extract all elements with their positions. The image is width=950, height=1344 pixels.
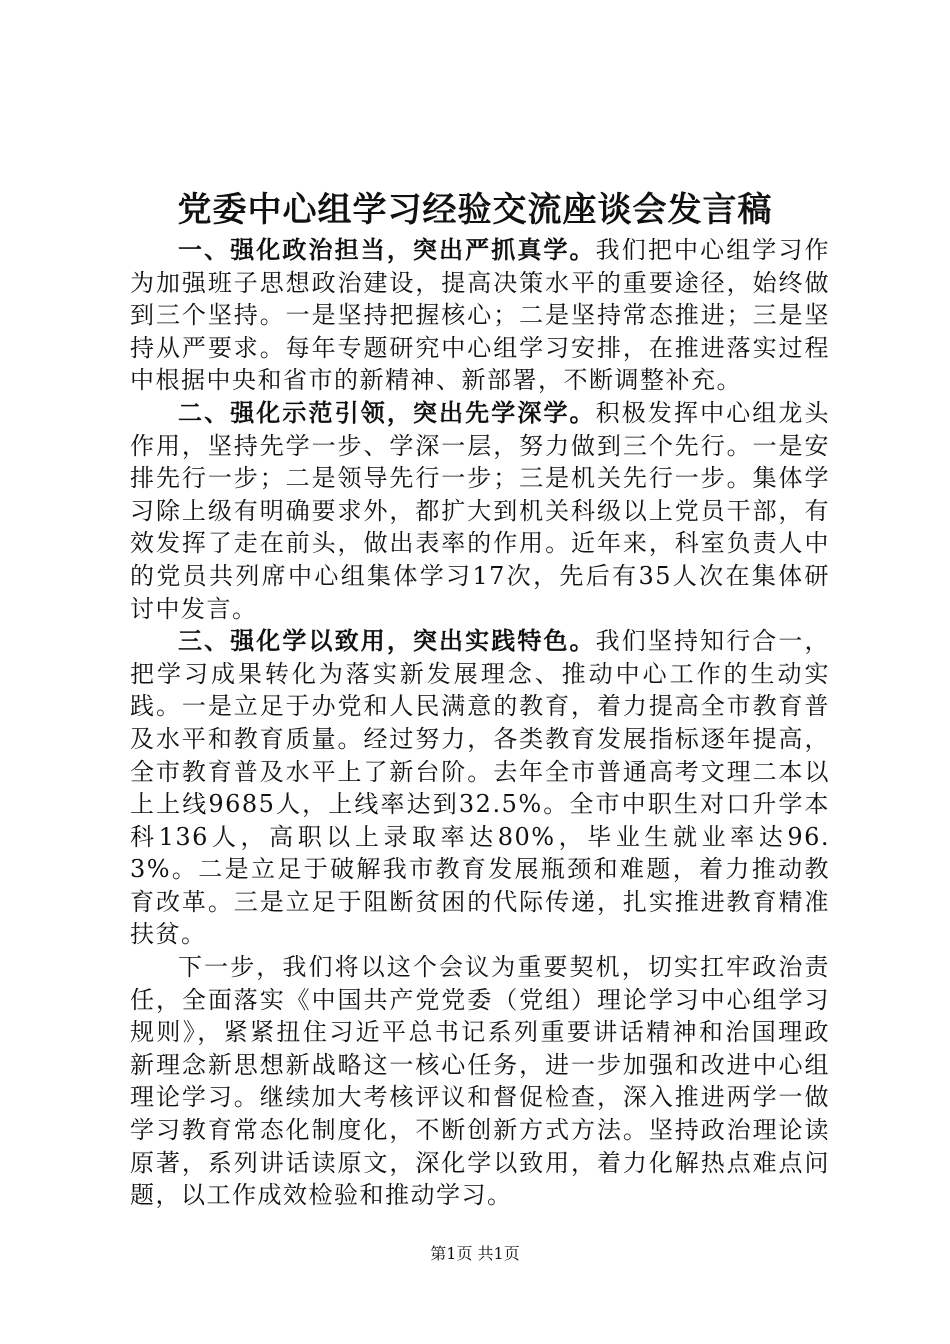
page-footer: 第1页 共1页: [430, 1244, 520, 1263]
paragraph-4: [130, 951, 830, 1212]
paragraph-3-text: 我们坚持知行合一，把学习成果转化为落实新发展理念、推动中心工作的生动实践。一是立足于办党和人民满意的教育，着力提高全市教育普及水平和教育质量。经过努力，各类教育发展指标逐年提高，全市教育普及水平上了新台阶。去年全市普通高考文理二本以上上线9685人，上线率达到32.5%。全市中职生对口升学本科136人，高职以上录取率达80%，毕业生就业率达96.3%。二是立足于破解我市教育发展瓶颈和难题，着力推动教育改革。三是立足于阻断贫困的代际传递，扎实推进教育精准扶贫。: [130, 627, 831, 949]
document-title: 党委中心组学习经验交流座谈会发言稿: [177, 190, 773, 230]
paragraph-2: [130, 397, 830, 625]
paragraph-3-heading: 三、强化学以致用，突出实践特色。: [178, 626, 596, 656]
paragraph-1: [130, 234, 830, 397]
paragraph-4-text: 下一步，我们将以这个会议为重要契机，切实扛牢政治责任，全面落实《中国共产党党委（党组）理论学习中心组学习规则》，紧紧扭住习近平总书记系列重要讲话精神和治国理政新理念新思想新战略这一核心任务，进一步加强和改进中心组理论学习。继续加大考核评议和督促检查，深入推进两学一做学习教育常态化制度化，不断创新方式方法。坚持政治理论读原著，系列讲话读原文，深化学以致用，着力化解热点难点问题，以工作成效检验和推动学习。: [130, 953, 830, 1210]
paragraph-1-heading: 一、强化政治担当，突出严抓真学。: [178, 235, 596, 264]
paragraph-2-text: 积极发挥中心组龙头作用，坚持先学一步、学深一层，努力做到三个先行。一是安排先行一步；二是领导先行一步；三是机关先行一步。集体学习除上级有明确要求外，都扩大到机关科级以上党员干部，有效发挥了走在前头，做出表率的作用。近年来，科室负责人中的党员共列席中心组集体学习17次，先后有35人次在集体研讨中发言。: [130, 398, 831, 623]
paragraph-3: [130, 625, 830, 951]
paragraph-1-text: 我们把中心组学习作为加强班子思想政治建设，提高决策水平的重要途径，始终做到三个坚持。一是坚持把握核心；二是坚持常态推进；三是坚持从严要求。每年专题研究中心组学习安排，在推进落实过程中根据中央和省市的新精神、新部署，不断调整补充。: [130, 236, 831, 395]
paragraph-2-heading: 二、强化示范引领，突出先学深学。: [178, 397, 596, 427]
document-body: [130, 234, 830, 1212]
